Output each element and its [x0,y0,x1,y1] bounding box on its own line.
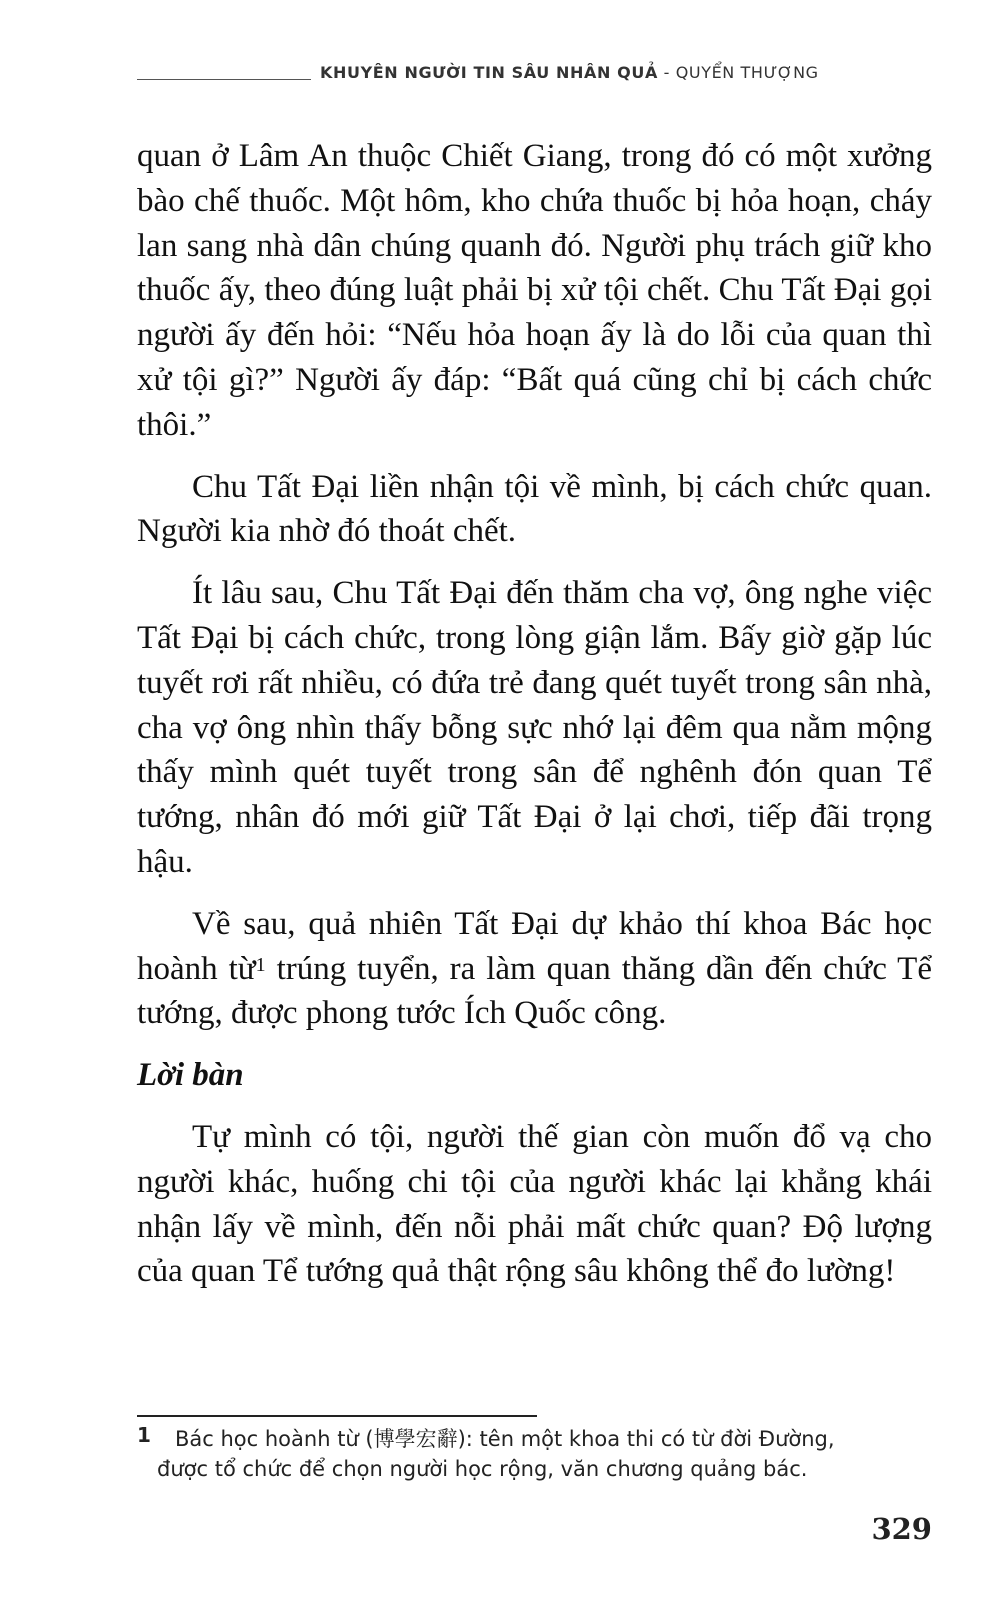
header-rule [137,79,311,80]
page-number: 329 [871,1512,932,1546]
paragraph-4-after: trúng tuyển, ra làm quan thăng dần đến chức Tể tướng, được phong tước Ích Quốc công. [137,950,932,1032]
header-volume: QUYỂN THƯỢNG [675,63,819,82]
footnote [137,1424,932,1484]
footnote-number: 1 [137,1423,151,1447]
paragraph-1: quan ở Lâm An thuộc Chiết Giang, trong đó có một xưởng bào chế thuốc. Một hôm, kho chứa thuốc bị hỏa hoạn, cháy lan sang nhà dân chúng quanh đó. Người phụ trách giữ kho thuốc ấy, theo đúng luật phải bị xử tội chết. Chu Tất Đại gọi người ấy đến hỏi: “Nếu hỏa hoạn ấy là do lỗi của quan thì xử tội gì?” Người ấy đáp: “Bất quá cũng chỉ bị cách chức thôi.” [137,138,932,443]
footnote-line-1: Bác học hoành từ (博學宏辭): tên một khoa thi có từ đời Đường, [175,1427,835,1451]
paragraph-3: Ít lâu sau, Chu Tất Đại đến thăm cha vợ, ông nghe việc Tất Đại bị cách chức, trong lòng giận lắm. Bấy giờ gặp lúc tuyết rơi rất nhiều, có đứa trẻ đang quét tuyết trong sân nhà, cha vợ ông nhìn thấy bỗng sực nhớ lại đêm qua nằm mộng thấy mình quét tuyết trong sân để nghênh đón quan Tể tướng, nhân đó mới giữ Tất Đại ở lại chơi, tiếp đãi trọng hậu. [137,575,932,880]
commentary-paragraph: Tự mình có tội, người thế gian còn muốn đổ vạ cho người khác, huống chi tội của người khác lại khẳng khái nhận lấy về mình, đến nỗi phải mất chức quan? Độ lượng của quan Tể tướng quả thật rộng sâu không thể đo lường! [137,1118,932,1290]
paragraph-2: Chu Tất Đại liền nhận tội về mình, bị cách chức quan. Người kia nhờ đó thoát chết. [137,468,932,550]
paragraph-4-before: Về sau, quả nhiên Tất Đại dự khảo thí khoa Bác học hoành từ [137,905,932,987]
header-title: KHUYÊN NGƯỜI TIN SÂU NHÂN QUẢ [320,63,658,82]
section-title: Lời bàn [137,1057,244,1094]
running-header [320,63,932,82]
header-separator: - [657,63,676,82]
footnote-reference[interactable]: 1 [255,953,266,976]
footnote-rule [137,1415,537,1417]
paragraph-4 [137,902,932,1036]
body-text [137,134,932,1311]
footnote-line-2: được tổ chức để chọn người học rộng, văn chương quảng bác. [157,1457,808,1481]
